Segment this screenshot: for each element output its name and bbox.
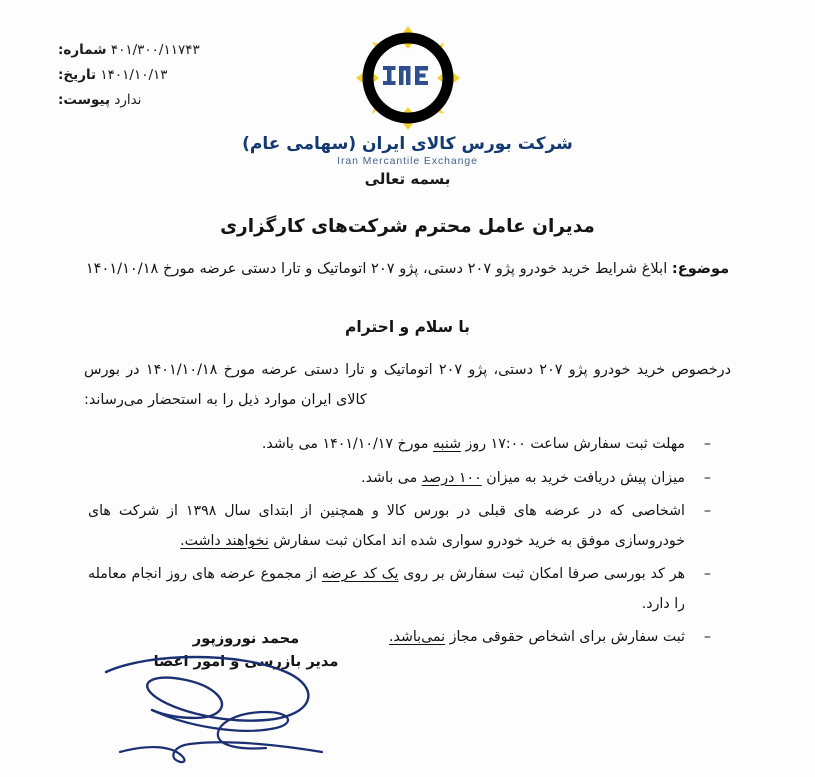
invocation-line: بسمه تعالی [364, 170, 451, 188]
ime-logo-icon [356, 26, 460, 130]
bullet-text-underlined: نخواهند داشت. [180, 532, 269, 549]
signatory-title: مدیر بازرسی و امور اعضا [153, 652, 339, 670]
bullet-text-before: میزان پیش دریافت خرید به میزان [481, 469, 685, 486]
bullet-text-before: ثبت سفارش برای اشخاص حقوقی مجاز [445, 629, 685, 646]
letter-attachment-value: ندارد [114, 91, 142, 108]
bullet-text-after: می باشد. [361, 469, 422, 486]
letter-subject [78, 257, 737, 280]
bullet-text-after: از مجموع عرضه های روز انجام معامله را دارد. [88, 565, 685, 612]
bullet-text-before: مهلت ثبت سفارش ساعت ۱۷:۰۰ روز [461, 436, 685, 453]
letter-intro-paragraph: درخصوص خرید خودرو پژو ۲۰۷ دستی، پژو ۲۰۷ اتوماتیک و تارا دستی عرضه مورخ ۱۴۰۱/۱۰/۱۸ در بورس کالای ایران موارد ذیل را به استحضار می‌رساند: [84, 362, 732, 408]
list-item [88, 496, 711, 556]
letter-bullet-list [78, 429, 737, 652]
letter-salutation: با سلام و احترام [345, 318, 470, 337]
bullet-text-after: مورخ ۱۴۰۱/۱۰/۱۷ می باشد. [261, 436, 433, 453]
bullet-text-before: هر کد بورسی صرفا امکان ثبت سفارش بر روی [398, 565, 685, 582]
bullet-text-before: اشخاصی که در عرضه های قبلی در بورس کالا و همچنین از ابتدای سال ۱۳۹۸ از شرکت های خودروسازی موفق به خرید خودرو سواری شده اند امکان ثبت سفارش [88, 502, 685, 549]
organization-logo-block [0, 26, 815, 167]
list-item [88, 559, 711, 619]
letter-date-value: ۱۴۰۱/۱۰/۱۳ [100, 66, 168, 83]
company-name-fa: شرکت بورس کالای ایران (سهامی عام) [242, 134, 573, 154]
list-item [88, 429, 711, 459]
letter-attachment-label: پیوست: [58, 91, 111, 108]
signature-block [96, 628, 396, 673]
bullet-text-underlined: یک کد عرضه [321, 565, 399, 582]
letter-addressee: مدیران عامل محترم شرکت‌های کارگزاری [220, 216, 595, 237]
bullet-text-underlined: نمی‌باشد. [389, 629, 446, 646]
bullet-text-underlined: ۱۰۰ درصد [421, 469, 482, 486]
company-name-en: Iran Mercantile Exchange [337, 155, 478, 167]
signatory-name: محمد نوروزپور [192, 630, 300, 647]
bullet-text-underlined: شنبه [432, 436, 462, 453]
letter-subject-label: موضوع: [671, 260, 730, 277]
letter-subject-text: ابلاغ شرایط خرید خودرو پژو ۲۰۷ دستی، پژو ۲۰۷ اتوماتیک و تارا دستی عرضه مورخ ۱۴۰۱/۱۰/۱۸ [85, 260, 668, 277]
letter-body [78, 216, 737, 655]
letter-date-label: تاریخ: [58, 66, 97, 83]
letter-number-value: ۴۰۱/۳۰۰/۱۱۷۴۳ [110, 42, 200, 58]
list-item [88, 463, 711, 493]
letter-number-label: شماره: [58, 42, 107, 58]
